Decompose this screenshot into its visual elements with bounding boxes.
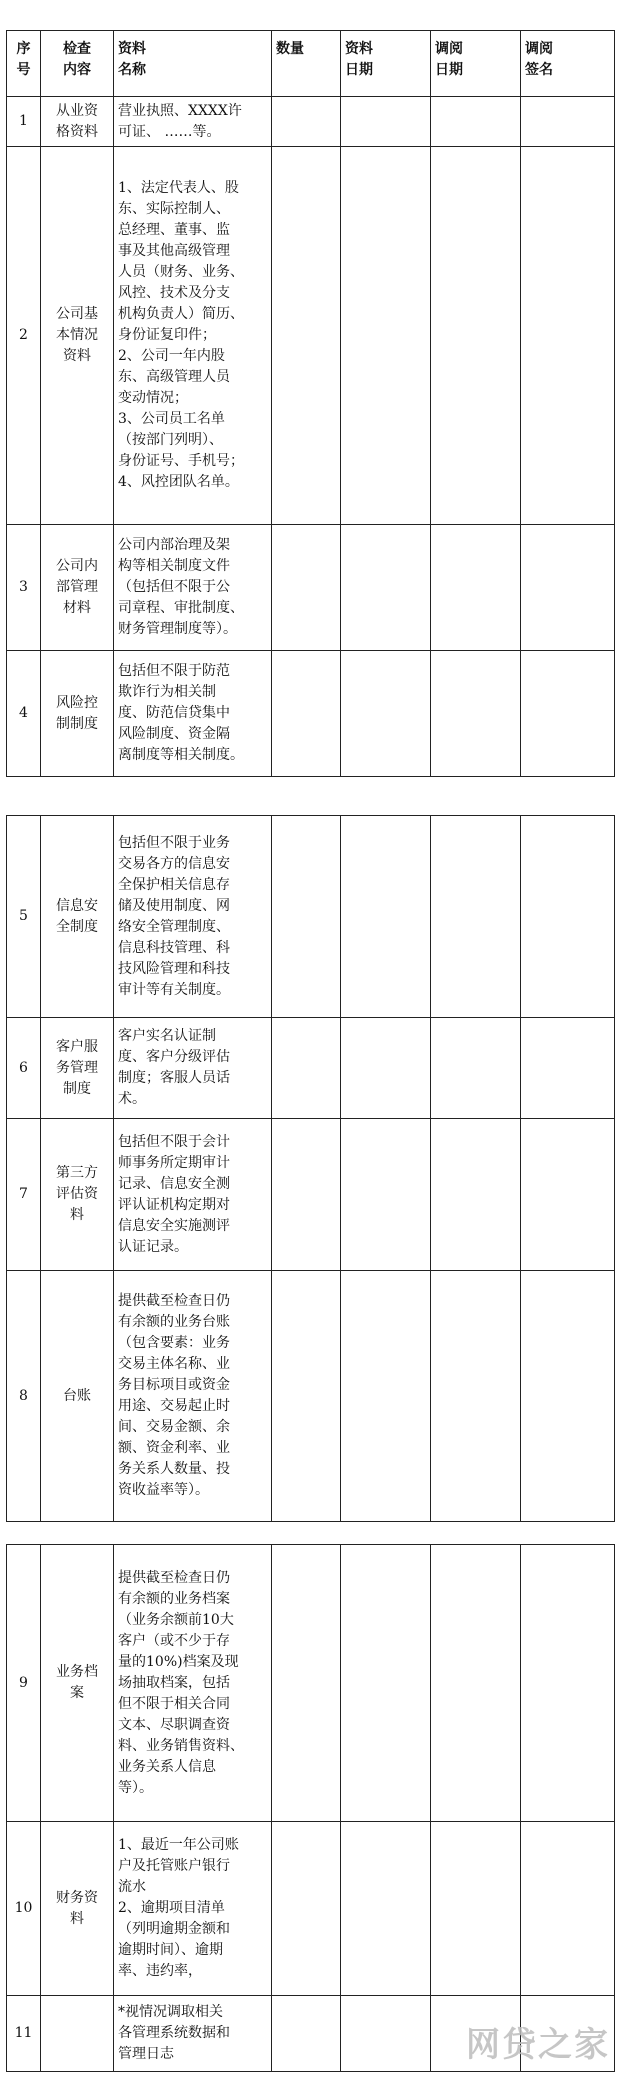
row-material-name: 公司内部治理及架 构等相关制度文件 （包括但不限于公 司章程、审批制度、 财务管理制度等）。 bbox=[114, 525, 272, 651]
header-row bbox=[7, 31, 615, 97]
table-row bbox=[7, 1271, 615, 1522]
header-no: 序 号 bbox=[7, 31, 41, 97]
table-row bbox=[7, 147, 615, 525]
row-review-date bbox=[431, 816, 521, 1018]
row-category: 风险控 制制度 bbox=[41, 651, 114, 777]
row-review-sign bbox=[521, 1271, 615, 1522]
row-review-sign bbox=[521, 525, 615, 651]
row-review-date bbox=[431, 1119, 521, 1271]
row-material-name: 1、法定代表人、股 东、实际控制人、 总经理、董事、监 事及其他高级管理 人员（财务、业务、 风控、技术及分支 机构负责人）简历、 身份证复印件； 2、公司一年内股 东、高级管理人员 变动情况； 3、公司员工名单 （按部门列明）、 身份证号、手机号； 4、风控团队名单。 bbox=[114, 147, 272, 525]
table-row bbox=[7, 1545, 615, 1822]
row-review-sign bbox=[521, 651, 615, 777]
row-material-date bbox=[341, 651, 431, 777]
row-material-date bbox=[341, 1271, 431, 1522]
row-review-sign bbox=[521, 816, 615, 1018]
row-category: 第三方 评估资 料 bbox=[41, 1119, 114, 1271]
row-number: 3 bbox=[7, 525, 41, 651]
table-row bbox=[7, 525, 615, 651]
row-number: 7 bbox=[7, 1119, 41, 1271]
row-material-date bbox=[341, 816, 431, 1018]
row-review-sign bbox=[521, 147, 615, 525]
row-material-date bbox=[341, 1996, 431, 2072]
row-quantity bbox=[272, 651, 341, 777]
table-row bbox=[7, 651, 615, 777]
row-quantity bbox=[272, 1119, 341, 1271]
row-review-date bbox=[431, 1018, 521, 1119]
row-quantity bbox=[272, 816, 341, 1018]
row-material-date bbox=[341, 1822, 431, 1996]
row-review-sign bbox=[521, 1018, 615, 1119]
row-review-sign bbox=[521, 1545, 615, 1822]
watermark-logo: 网贷之家 bbox=[466, 2025, 610, 2065]
row-quantity bbox=[272, 1018, 341, 1119]
row-material-name: 提供截至检查日仍 有余额的业务档案 （业务余额前10大 客户（或不少于存 量的10%)档案及现 场抽取档案，包括 但不限于相关合同 文本、尽职调查资 料、业务销售资料、 业务关系人信息 等）。 bbox=[114, 1545, 272, 1822]
row-material-date bbox=[341, 525, 431, 651]
table-row bbox=[7, 816, 615, 1018]
row-number: 6 bbox=[7, 1018, 41, 1119]
row-review-date bbox=[431, 147, 521, 525]
row-material-name: 客户实名认证制 度、客户分级评估 制度；客服人员话 术。 bbox=[114, 1018, 272, 1119]
row-number: 8 bbox=[7, 1271, 41, 1522]
row-quantity bbox=[272, 1822, 341, 1996]
row-category: 财务资 料 bbox=[41, 1822, 114, 1996]
table-row bbox=[7, 1119, 615, 1271]
row-quantity bbox=[272, 97, 341, 147]
row-material-date bbox=[341, 1545, 431, 1822]
row-category: 信息安 全制度 bbox=[41, 816, 114, 1018]
row-material-name: 提供截至检查日仍 有余额的业务台账 （包含要素：业务 交易主体名称、业 务目标项目或资金 用途、交易起止时 间、交易金额、余 额、资金利率、业 务关系人数量、投 资收益率等）。 bbox=[114, 1271, 272, 1522]
row-number: 11 bbox=[7, 1996, 41, 2072]
row-category: 公司基 本情况 资料 bbox=[41, 147, 114, 525]
row-number: 5 bbox=[7, 816, 41, 1018]
row-review-date bbox=[431, 97, 521, 147]
row-material-date bbox=[341, 147, 431, 525]
row-category: 客户服 务管理 制度 bbox=[41, 1018, 114, 1119]
row-review-date bbox=[431, 1822, 521, 1996]
header-quantity: 数量 bbox=[272, 31, 341, 97]
row-review-date bbox=[431, 525, 521, 651]
row-review-date bbox=[431, 1545, 521, 1822]
row-material-name: 营业执照、XXXX许 可证、 ……等。 bbox=[114, 97, 272, 147]
row-category: 业务档 案 bbox=[41, 1545, 114, 1822]
row-number: 2 bbox=[7, 147, 41, 525]
materials-table-part-3 bbox=[6, 1544, 615, 2072]
row-review-date bbox=[431, 651, 521, 777]
row-category bbox=[41, 1996, 114, 2072]
row-category: 台账 bbox=[41, 1271, 114, 1522]
row-category: 从业资 格资料 bbox=[41, 97, 114, 147]
row-category: 公司内 部管理 材料 bbox=[41, 525, 114, 651]
row-material-date bbox=[341, 97, 431, 147]
row-review-sign bbox=[521, 1119, 615, 1271]
header-name: 资料 名称 bbox=[114, 31, 272, 97]
row-material-name: *视情况调取相关 各管理系统数据和 管理日志 bbox=[114, 1996, 272, 2072]
row-review-sign bbox=[521, 97, 615, 147]
header-category: 检查 内容 bbox=[41, 31, 114, 97]
row-material-date bbox=[341, 1018, 431, 1119]
row-review-sign bbox=[521, 1822, 615, 1996]
row-material-date bbox=[341, 1119, 431, 1271]
header-material-date: 资料 日期 bbox=[341, 31, 431, 97]
row-quantity bbox=[272, 1996, 341, 2072]
row-material-name: 包括但不限于会计 师事务所定期审计 记录、信息安全测 评认证机构定期对 信息安全实施测评 认证记录。 bbox=[114, 1119, 272, 1271]
row-material-name: 包括但不限于业务 交易各方的信息安 全保护相关信息存 储及使用制度、网 络安全管理制度、 信息科技管理、科 技风险管理和科技 审计等有关制度。 bbox=[114, 816, 272, 1018]
header-review-date: 调阅 日期 bbox=[431, 31, 521, 97]
row-material-name: 包括但不限于防范 欺诈行为相关制 度、防范信贷集中 风险制度、资金隔 离制度等相关制度。 bbox=[114, 651, 272, 777]
row-quantity bbox=[272, 1271, 341, 1522]
materials-table-part-2 bbox=[6, 815, 615, 1522]
table-row bbox=[7, 1822, 615, 1996]
row-number: 9 bbox=[7, 1545, 41, 1822]
row-quantity bbox=[272, 147, 341, 525]
row-number: 1 bbox=[7, 97, 41, 147]
row-number: 4 bbox=[7, 651, 41, 777]
row-number: 10 bbox=[7, 1822, 41, 1996]
row-quantity bbox=[272, 1545, 341, 1822]
materials-table-part-1 bbox=[6, 30, 615, 777]
row-review-date bbox=[431, 1271, 521, 1522]
table-row bbox=[7, 1018, 615, 1119]
row-material-name: 1、最近一年公司账 户及托管账户银行 流水 2、逾期项目清单 （列明逾期金额和 逾期时间）、逾期 率、违约率， bbox=[114, 1822, 272, 1996]
header-review-sign: 调阅 签名 bbox=[521, 31, 615, 97]
table-row bbox=[7, 97, 615, 147]
row-quantity bbox=[272, 525, 341, 651]
